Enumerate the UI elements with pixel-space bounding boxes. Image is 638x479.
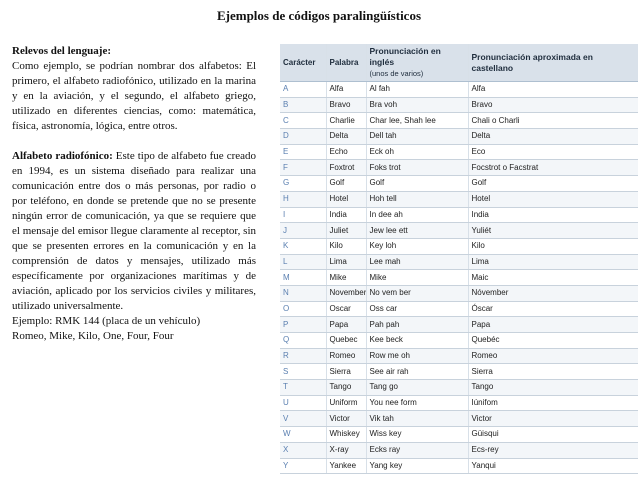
word-cell: Hotel (326, 191, 366, 207)
spanish-pronunciation-cell: Eco (468, 144, 638, 160)
word-cell: Lima (326, 254, 366, 270)
english-pronunciation-cell: Hoh tell (366, 191, 468, 207)
english-pronunciation-cell: Foks trot (366, 160, 468, 176)
section-heading: Relevos del lenguaje: (12, 45, 111, 57)
english-pronunciation-cell: In dee ah (366, 207, 468, 223)
text-column (12, 44, 256, 344)
spanish-pronunciation-cell: Güisqui (468, 427, 638, 443)
table-row (280, 317, 638, 333)
character-cell: F (280, 160, 326, 176)
word-cell: Charlie (326, 113, 366, 129)
spanish-pronunciation-cell: Quebéc (468, 333, 638, 349)
word-cell: X-ray (326, 442, 366, 458)
header-english-line2: (unos de varios) (369, 69, 424, 78)
character-cell: I (280, 207, 326, 223)
header-spanish-pronunciation: Pronunciación aproximada en castellano (468, 44, 638, 82)
table-row (280, 82, 638, 98)
table-row (280, 427, 638, 443)
character-cell: U (280, 395, 326, 411)
table-row (280, 301, 638, 317)
table-row (280, 223, 638, 239)
character-cell: Q (280, 333, 326, 349)
word-cell: Tango (326, 380, 366, 396)
english-pronunciation-cell: Kee beck (366, 333, 468, 349)
english-pronunciation-cell: Tang go (366, 380, 468, 396)
english-pronunciation-cell: Golf (366, 176, 468, 192)
paragraph-intro: Como ejemplo, se podrían nombrar dos alfabetos: El primero, el alfabeto radiofónico, utilizado en la marina y en la aviación, y el segundo, el alfabeto griego, utilizado en diferentes ciencias, como: matemática, física, astronomía, lógica, entre otros. (12, 60, 256, 132)
word-cell: Alfa (326, 82, 366, 98)
english-pronunciation-cell: Lee mah (366, 254, 468, 270)
table-row (280, 442, 638, 458)
table-row (280, 411, 638, 427)
spanish-pronunciation-cell: Óscar (468, 301, 638, 317)
word-cell: November (326, 285, 366, 301)
example-line-1: Ejemplo: RMK 144 (placa de un vehículo) (12, 315, 201, 327)
english-pronunciation-cell: See air rah (366, 364, 468, 380)
spanish-pronunciation-cell: Kilo (468, 238, 638, 254)
paragraph-gap (12, 134, 256, 149)
table-row (280, 458, 638, 474)
character-cell: C (280, 113, 326, 129)
word-cell: Juliet (326, 223, 366, 239)
header-word: Palabra (326, 44, 366, 82)
character-cell: X (280, 442, 326, 458)
spanish-pronunciation-cell: Focstrot o Facstrat (468, 160, 638, 176)
table-row (280, 348, 638, 364)
english-pronunciation-cell: No vem ber (366, 285, 468, 301)
radio-alphabet-text: Este tipo de alfabeto fue creado en 1994, es un sistema diseñado para realizar una comunicación entre dos o más personas, por radio o por teléfono, en donde se pretende que no se presente ningún error de comunicación, ya que se requiere que el mensaje del emisor llegue claramente al receptor, sin que se presenten errores en la comunicación y en la comprensión de datos y mensajes, utilizado más específicamente por organizaciones marítimas y de aviación, aplicado por los servicios civiles y militares, utilizado universalmente. (12, 150, 257, 312)
character-cell: Y (280, 458, 326, 474)
word-cell: Echo (326, 144, 366, 160)
page-title: Ejemplos de códigos paralingüísticos (216, 8, 422, 23)
spanish-pronunciation-cell: Yuliét (468, 223, 638, 239)
english-pronunciation-cell: Char lee, Shah lee (366, 113, 468, 129)
table-row (280, 129, 638, 145)
english-pronunciation-cell: Yang key (366, 458, 468, 474)
spanish-pronunciation-cell: Sierra (468, 364, 638, 380)
spanish-pronunciation-cell: Maic (468, 270, 638, 286)
spanish-pronunciation-cell: Yanqui (468, 458, 638, 474)
table-row (280, 97, 638, 113)
alphabet-table-container (280, 44, 638, 479)
spanish-pronunciation-cell: Ecs-rey (468, 442, 638, 458)
spanish-pronunciation-cell: Golf (468, 176, 638, 192)
radio-alphabet-table (280, 44, 638, 474)
header-english-line1: Pronunciación en inglés (369, 46, 441, 67)
character-cell: A (280, 82, 326, 98)
spanish-pronunciation-cell: Papa (468, 317, 638, 333)
word-cell: Quebec (326, 333, 366, 349)
english-pronunciation-cell: Ecks ray (366, 442, 468, 458)
spanish-pronunciation-cell: Romeo (468, 348, 638, 364)
character-cell: L (280, 254, 326, 270)
word-cell: Bravo (326, 97, 366, 113)
english-pronunciation-cell: Mike (366, 270, 468, 286)
spanish-pronunciation-cell: Iúnifom (468, 395, 638, 411)
word-cell: Romeo (326, 348, 366, 364)
table-row (280, 144, 638, 160)
character-cell: G (280, 176, 326, 192)
paragraph-radio-alphabet (12, 149, 256, 314)
word-cell: Oscar (326, 301, 366, 317)
english-pronunciation-cell: Bra voh (366, 97, 468, 113)
word-cell: Victor (326, 411, 366, 427)
word-cell: Foxtrot (326, 160, 366, 176)
table-row (280, 191, 638, 207)
word-cell: Papa (326, 317, 366, 333)
spanish-pronunciation-cell: Bravo (468, 97, 638, 113)
character-cell: N (280, 285, 326, 301)
word-cell: Sierra (326, 364, 366, 380)
radio-alphabet-label: Alfabeto radiofónico: (12, 150, 113, 162)
word-cell: Kilo (326, 238, 366, 254)
table-row (280, 254, 638, 270)
character-cell: M (280, 270, 326, 286)
word-cell: Mike (326, 270, 366, 286)
table-row (280, 285, 638, 301)
english-pronunciation-cell: You nee form (366, 395, 468, 411)
table-row (280, 176, 638, 192)
character-cell: O (280, 301, 326, 317)
english-pronunciation-cell: Al fah (366, 82, 468, 98)
spanish-pronunciation-cell: Delta (468, 129, 638, 145)
table-row (280, 380, 638, 396)
english-pronunciation-cell: Jew lee ett (366, 223, 468, 239)
spanish-pronunciation-cell: Victor (468, 411, 638, 427)
word-cell: India (326, 207, 366, 223)
character-cell: S (280, 364, 326, 380)
header-character: Carácter (280, 44, 326, 82)
english-pronunciation-cell: Eck oh (366, 144, 468, 160)
english-pronunciation-cell: Row me oh (366, 348, 468, 364)
table-row (280, 113, 638, 129)
word-cell: Delta (326, 129, 366, 145)
character-cell: V (280, 411, 326, 427)
table-row (280, 207, 638, 223)
english-pronunciation-cell: Oss car (366, 301, 468, 317)
english-pronunciation-cell: Vik tah (366, 411, 468, 427)
word-cell: Golf (326, 176, 366, 192)
word-cell: Yankee (326, 458, 366, 474)
table-row (280, 395, 638, 411)
table-row (280, 160, 638, 176)
english-pronunciation-cell: Dell tah (366, 129, 468, 145)
english-pronunciation-cell: Pah pah (366, 317, 468, 333)
spanish-pronunciation-cell: Chali o Charli (468, 113, 638, 129)
spanish-pronunciation-cell: Alfa (468, 82, 638, 98)
character-cell: R (280, 348, 326, 364)
spanish-pronunciation-cell: Nóvember (468, 285, 638, 301)
english-pronunciation-cell: Wiss key (366, 427, 468, 443)
character-cell: H (280, 191, 326, 207)
spanish-pronunciation-cell: Hotel (468, 191, 638, 207)
table-row (280, 238, 638, 254)
word-cell: Uniform (326, 395, 366, 411)
table-body (280, 82, 638, 474)
character-cell: T (280, 380, 326, 396)
character-cell: P (280, 317, 326, 333)
character-cell: D (280, 129, 326, 145)
character-cell: J (280, 223, 326, 239)
spanish-pronunciation-cell: Tango (468, 380, 638, 396)
word-cell: Whiskey (326, 427, 366, 443)
example-line-2: Romeo, Mike, Kilo, One, Four, Four (12, 330, 174, 342)
spanish-pronunciation-cell: India (468, 207, 638, 223)
english-pronunciation-cell: Key loh (366, 238, 468, 254)
spanish-pronunciation-cell: Lima (468, 254, 638, 270)
character-cell: B (280, 97, 326, 113)
header-english-pronunciation (366, 44, 468, 82)
table-row (280, 270, 638, 286)
character-cell: W (280, 427, 326, 443)
table-header-row (280, 44, 638, 82)
character-cell: K (280, 238, 326, 254)
table-row (280, 333, 638, 349)
character-cell: E (280, 144, 326, 160)
table-row (280, 364, 638, 380)
